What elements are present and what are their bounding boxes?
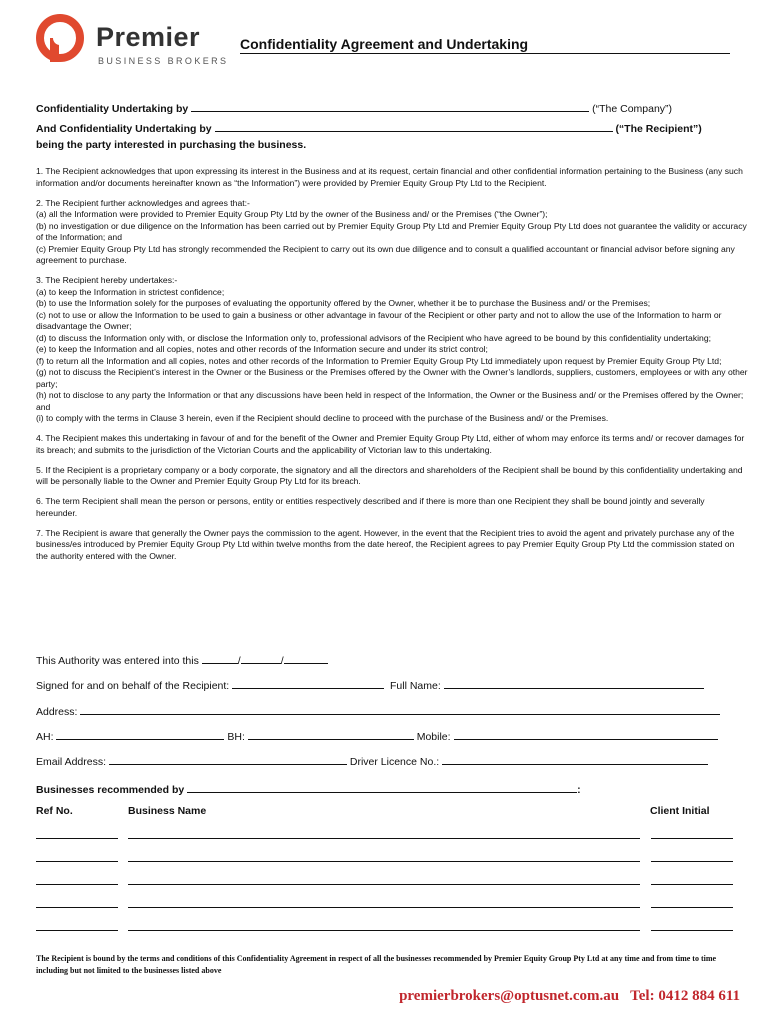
contact-email[interactable]: premierbrokers@optusnet.com.au <box>399 988 620 1004</box>
business-name-field[interactable] <box>128 861 640 862</box>
client-initial-field[interactable] <box>651 930 733 931</box>
client-initial-field[interactable] <box>651 884 733 885</box>
company-logo <box>36 14 236 66</box>
clauses <box>36 166 748 571</box>
authority-day-field[interactable] <box>202 652 238 664</box>
recommended-by-field[interactable] <box>187 781 577 793</box>
driver-licence-field[interactable] <box>442 753 708 765</box>
contact-line <box>399 988 740 1005</box>
col-business-name-header: Business Name <box>128 805 207 817</box>
logo-name: Premier <box>96 22 201 52</box>
company-line <box>36 100 672 115</box>
bh-phone-field[interactable] <box>248 728 414 740</box>
business-name-field[interactable] <box>128 907 640 908</box>
clause-1: 1. The Recipient acknowledges that upon expressing its interest in the Business and at its request, certain financial and other confidential information pertaining to the Business (any such information and/or documents hereinafter known as “the Information”) were provided by Premier Equity Group Pty Ltd to the Recipient. <box>36 166 743 188</box>
phone-line: AH: BH: Mobile: <box>36 728 718 743</box>
business-name-field[interactable] <box>128 884 640 885</box>
full-name-field[interactable] <box>444 677 704 689</box>
interested-party-line: being the party interested in purchasing the business. <box>36 139 307 151</box>
business-name-field[interactable] <box>128 930 640 931</box>
company-tag: (“The Company”) <box>592 103 673 115</box>
clause-4: 4. The Recipient makes this undertaking in favour of and for the benefit of the Owner and Premier Equity Group Pty Ltd, either of whom may enforce its terms and/ or recover damages for its breach; and submits to the jurisdiction of the Victorian Courts and the applicability of Victorian law to this undertaking. <box>36 433 745 455</box>
recipient-line <box>36 120 702 135</box>
ah-phone-field[interactable] <box>56 728 224 740</box>
business-name-field[interactable] <box>128 838 640 839</box>
clause-6: 6. The term Recipient shall mean the person or persons, entity or entities respectively described and if there is more than one Recipient they shall be bound jointly and severally hereunder. <box>36 496 705 518</box>
ref-no-field[interactable] <box>36 838 118 839</box>
signed-line: Signed for and on behalf of the Recipient: Full Name: <box>36 677 704 692</box>
ref-no-field[interactable] <box>36 930 118 931</box>
client-initial-field[interactable] <box>651 907 733 908</box>
authority-year-field[interactable] <box>284 652 328 664</box>
clause-5: 5. If the Recipient is a proprietary company or a body corporate, the signatory and all the directors and shareholders of the Recipient shall be bound by this confidentiality undertaking and will be personally liable to the Owner and Premier Equity Group Pty Ltd for its breach. <box>36 464 743 486</box>
contact-phone: Tel: 0412 884 611 <box>630 988 740 1004</box>
email-licence-line: Email Address: Driver Licence No.: <box>36 753 708 768</box>
signature-field[interactable] <box>232 677 384 689</box>
client-initial-field[interactable] <box>651 838 733 839</box>
authority-month-field[interactable] <box>241 652 281 664</box>
company-label: Confidentiality Undertaking by <box>36 103 189 115</box>
address-field[interactable] <box>80 703 720 715</box>
client-initial-field[interactable] <box>651 861 733 862</box>
authority-date-line: This Authority was entered into this / / <box>36 652 328 667</box>
logo-mark-icon <box>36 14 88 66</box>
company-name-field[interactable] <box>191 100 589 112</box>
mobile-field[interactable] <box>454 728 718 740</box>
email-field[interactable] <box>109 753 347 765</box>
address-line: Address: <box>36 703 720 718</box>
footnote: The Recipient is bound by the terms and conditions of this Confidentiality Agreement in respect of all the businesses recommended by Premier Equity Group Pty Ltd at any time and from time to time including but not limited to the businesses listed above <box>36 954 717 975</box>
businesses-recommended-line: Businesses recommended by : <box>36 781 581 796</box>
ref-no-field[interactable] <box>36 884 118 885</box>
ref-no-field[interactable] <box>36 907 118 908</box>
recipient-label: And Confidentiality Undertaking by <box>36 123 212 135</box>
ref-no-field[interactable] <box>36 861 118 862</box>
col-client-initial-header: Client Initial <box>650 805 710 817</box>
clause-7: 7. The Recipient is aware that generally the Owner pays the commission to the agent. However, in the event that the Recipient tries to avoid the agent and privately purchase any of the business/es introduced by Premier Equity Group Pty Ltd within twelve months from the date hereof, the Recipient agrees to pay Premier Equity Group Pty Ltd the commission stated on the authority entered with the Owner. <box>36 527 735 561</box>
recipient-name-field[interactable] <box>215 120 613 132</box>
recipient-tag: (“The Recipient”) <box>615 123 702 135</box>
clause-3: 3. The Recipient hereby undertakes:- (a) to keep the Information in strictest confidence; (b) to use the Information solely for the purposes of evaluating the opportunity offered by the Owner, whether it be to purchase the Business and/ or the Premises; (c) not to use or allow the Information to be used to gain a business or other advantage in favour of the Recipient or other party and not to allow the use of the Information to harm or disadvantage the Owner; (d) to discuss the Information only with, or disclose the Information only to, professional advisors of the Recipient who have agreed to be bound by this confidentiality undertaking; (e) to keep the Information and all copies, notes and other records of the Information secure and under its strict control; (f) to return all the Information and all copies, notes and other records of the Information to Premier Equity Group Pty Ltd immediately upon request by Premier Equity Group Pty Ltd; (g) not to discuss the Recipient’s interest in the Owner or the Business or the Premises offered by the Owner with the Owner’s landlords, suppliers, customers, employees or with any other party; (h) not to disclose to any party the Information or that any discussions have been held in respect of the Information, the Owner or the Business and/ or the Premises offered by the Owner; and (i) to comply with the terms in Clause 3 herein, even if the Recipient should decline to proceed with the purchase of the Business and/ or the Premises. <box>36 275 748 423</box>
col-ref-header: Ref No. <box>36 805 73 817</box>
clause-2: 2. The Recipient further acknowledges and agrees that:- (a) all the Information were provided to Premier Equity Group Pty Ltd by the owner of the Business and/ or the Premises (“the Owner”); (b) no investigation or due diligence on the Information has been carried out by Premier Equity Group Pty Ltd and Premier Equity Group Pty Ltd does not guarantee the validity or accuracy of the Information; and (c) Premier Equity Group Pty Ltd has strongly recommended the Recipient to carry out its own due diligence and to consult a qualified accountant or financial advisor before signing any agreement to purchase. <box>36 197 747 265</box>
logo-subtitle: BUSINESS BROKERS <box>98 56 229 66</box>
document-title: Confidentiality Agreement and Undertaking <box>240 36 730 54</box>
